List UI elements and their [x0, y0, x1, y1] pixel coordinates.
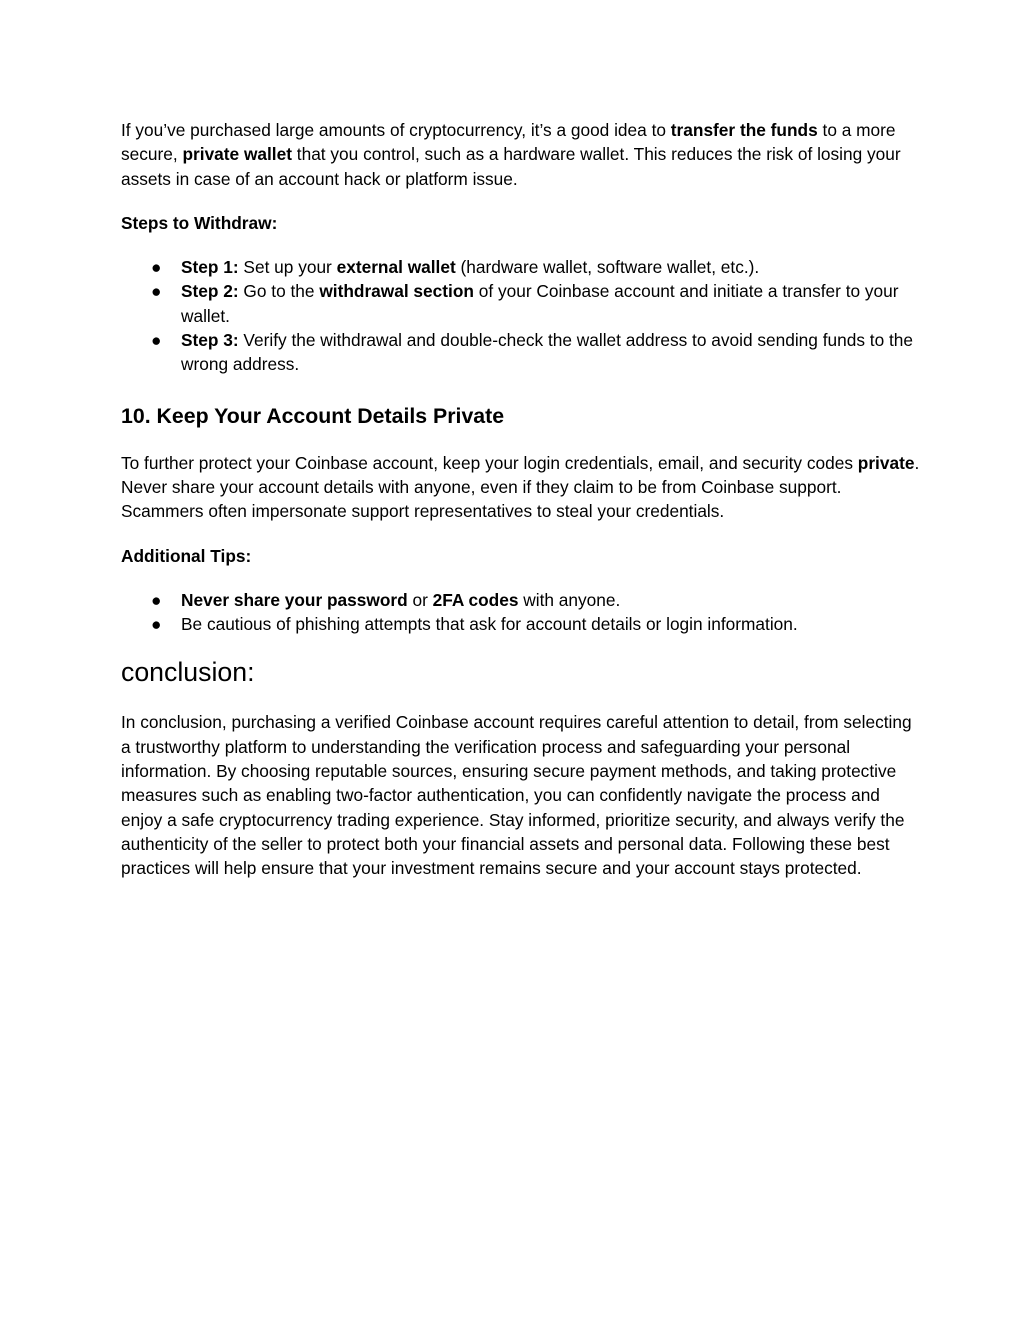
- list-item: [121, 255, 921, 279]
- intro-paragraph: [121, 118, 921, 191]
- intro-bold-transfer: transfer the funds: [670, 120, 818, 140]
- steps-heading: Steps to Withdraw:: [121, 212, 278, 233]
- intro-text-2: to a more secure,: [121, 120, 896, 165]
- document-page: [121, 118, 921, 881]
- step-lead: Step 3:: [181, 330, 239, 351]
- steps-list: [121, 255, 921, 376]
- intro-bold-private-wallet: private wallet: [182, 144, 292, 165]
- tip-text: or: [407, 589, 433, 610]
- step-text: (hardware wallet, software wallet, etc.).: [455, 257, 760, 278]
- list-item: [121, 588, 921, 612]
- step-bold: external wallet: [336, 257, 456, 278]
- section-10-text-2: . Never share your account details with anyone, even if they claim to be from Coinbase support. Scammers often impersonate support representatives to steal your credentials.: [121, 452, 920, 522]
- tip-bold-password: Never share your password: [181, 589, 408, 610]
- bullet-icon: ●: [151, 589, 162, 610]
- list-item: [121, 612, 921, 636]
- section-10-heading: 10. Keep Your Account Details Private: [121, 403, 505, 428]
- list-item: [121, 328, 921, 377]
- bullet-icon: ●: [151, 330, 162, 351]
- step-text: Verify the withdrawal and double-check the wallet address to avoid sending funds to the wrong address.: [181, 330, 914, 375]
- tips-list: [121, 588, 921, 637]
- step-lead: Step 1:: [181, 257, 239, 278]
- conclusion-paragraph: In conclusion, purchasing a verified Coinbase account requires careful attention to detail, from selecting a trustworthy platform to understanding the verification process and safeguarding your personal information. By choosing reputable sources, ensuring secure payment methods, and taking protective measures such as enabling two-factor authentication, you can confidently navigate the process and enjoy a safe cryptocurrency trading experience. Stay informed, prioritize security, and always verify the authenticity of the seller to protect both your financial assets and personal data. Following these best practices will help ensure that your investment remains secure and your account stays protected.: [121, 712, 912, 879]
- section-10-paragraph: [121, 451, 921, 524]
- step-text: Go to the: [238, 281, 320, 302]
- conclusion-heading: conclusion:: [121, 657, 255, 688]
- tip-bold-2fa: 2FA codes: [432, 589, 519, 610]
- step-text: Set up your: [238, 257, 337, 278]
- bullet-icon: ●: [151, 614, 162, 635]
- step-text: of your Coinbase account and initiate a transfer to your wallet.: [181, 281, 899, 326]
- tip-text: Be cautious of phishing attempts that ask for account details or login information.: [181, 614, 798, 635]
- bullet-icon: ●: [151, 257, 162, 278]
- bullet-icon: ●: [151, 281, 162, 302]
- list-item: [121, 279, 921, 328]
- intro-text-1: If you’ve purchased large amounts of cryptocurrency, it’s a good idea to: [121, 120, 671, 140]
- section-10-text-1: To further protect your Coinbase account, keep your login credentials, email, and security codes: [121, 452, 858, 473]
- section-10-bold-private: private: [857, 452, 915, 473]
- tips-heading: Additional Tips:: [121, 545, 252, 566]
- step-lead: Step 2:: [181, 281, 239, 302]
- step-bold: withdrawal section: [319, 281, 474, 302]
- tip-text: with anyone.: [518, 589, 621, 610]
- intro-text-3: that you control, such as a hardware wallet. This reduces the risk of losing your assets in case of an account hack or platform issue.: [121, 144, 901, 189]
